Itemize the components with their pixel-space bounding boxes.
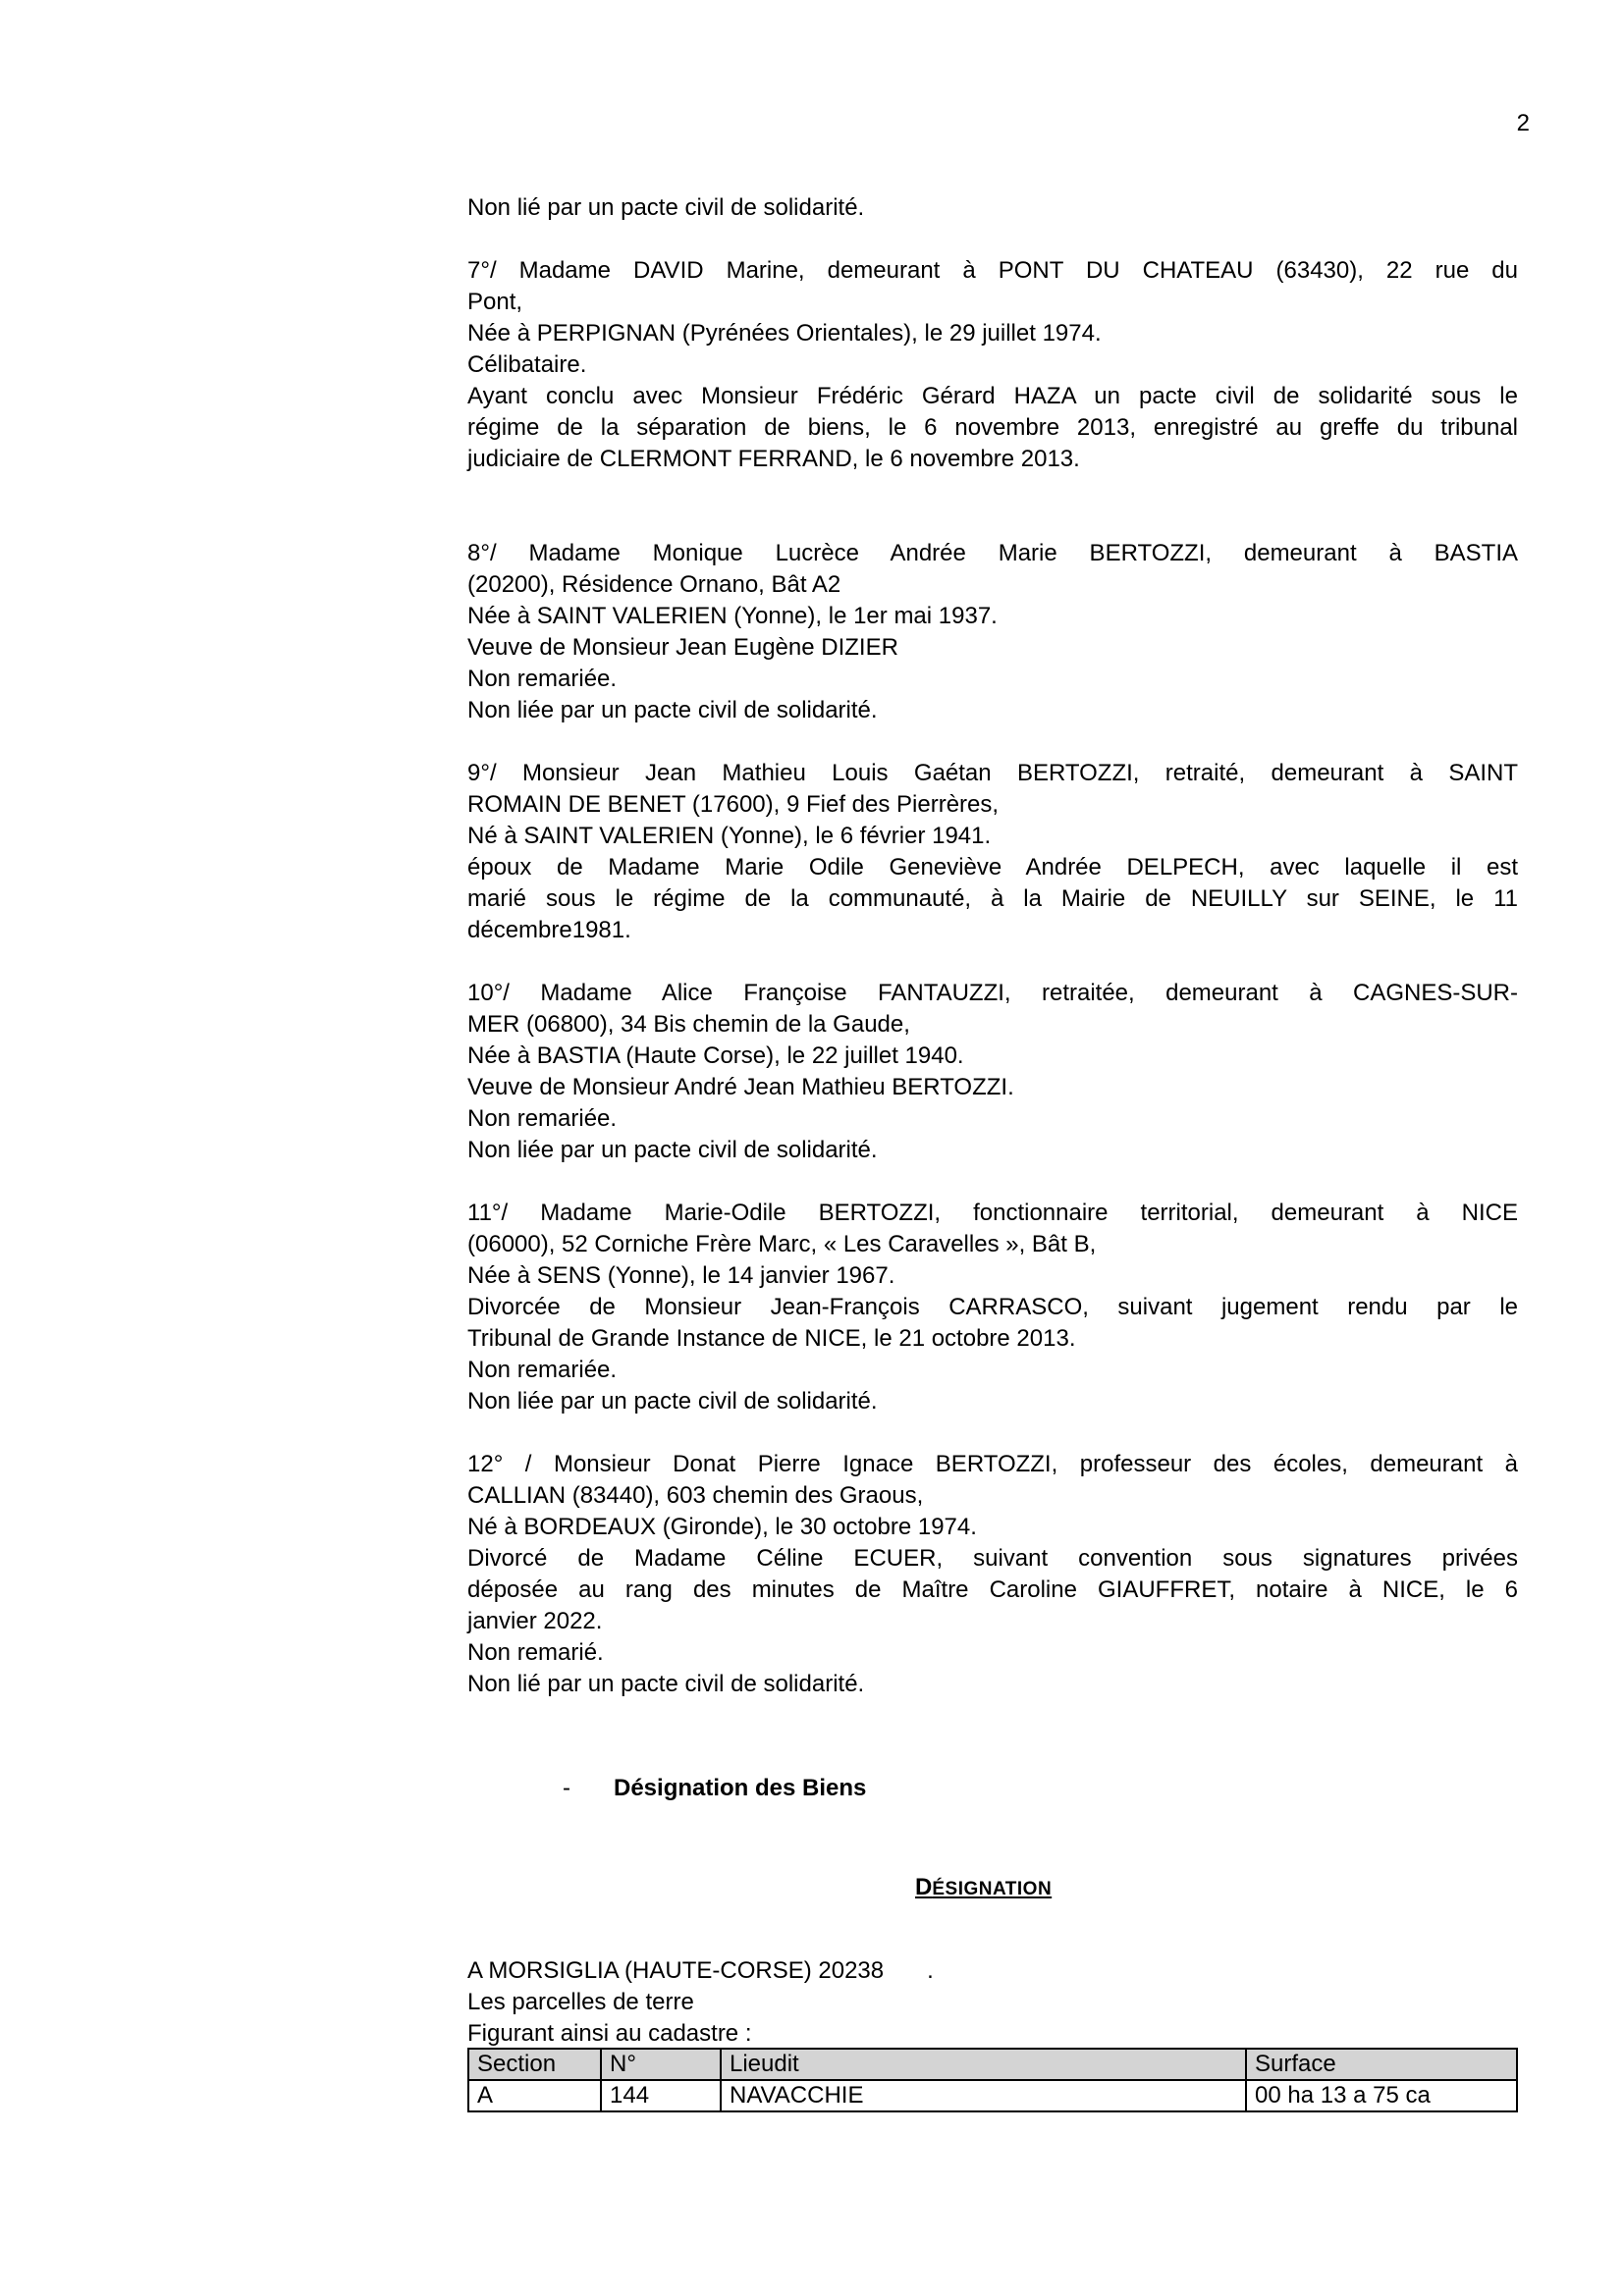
party-12 <box>467 1449 1518 1700</box>
designation-title-initial: D <box>915 1874 933 1900</box>
cell-number: 144 <box>601 2080 721 2111</box>
location-parcels: Les parcelles de terre <box>467 1989 694 2015</box>
cell-surface: 00 ha 13 a 75 ca <box>1246 2080 1517 2111</box>
cadastre-header-row <box>468 2049 1517 2080</box>
spacer <box>467 946 1518 978</box>
text-line: 7°/ Madame DAVID Marine, demeurant à PONT DU CHATEAU (63430), 22 rue du <box>467 257 1518 284</box>
text-line: Non liée par un pacte civil de solidarité. <box>467 1137 878 1163</box>
text-line: 10°/ Madame Alice Françoise FANTAUZZI, retraitée, demeurant à CAGNES-SUR- <box>467 980 1518 1006</box>
text-line: (06000), 52 Corniche Frère Marc, « Les Caravelles », Bât B, <box>467 1231 1097 1257</box>
text-line: Non remariée. <box>467 666 618 692</box>
text-line: régime de la séparation de biens, le 6 novembre 2013, enregistré au greffe du tribunal <box>467 414 1518 441</box>
cell-section: A <box>468 2080 601 2111</box>
text-line: Né à SAINT VALERIEN (Yonne), le 6 février 1941. <box>467 823 992 849</box>
spacer <box>467 1166 1518 1198</box>
location-commune: A MORSIGLIA (HAUTE-CORSE) 20238 <box>467 1957 885 1984</box>
party-8 <box>467 538 1518 726</box>
text-line: Divorcé de Madame Céline ECUER, suivant convention sous signatures privées <box>467 1545 1518 1572</box>
text-line: Veuve de Monsieur André Jean Mathieu BERTOZZI. <box>467 1074 1014 1100</box>
header-surface: Surface <box>1246 2049 1517 2080</box>
header-section: Section <box>468 2049 601 2080</box>
text-line: Non liée par un pacte civil de solidarité. <box>467 697 878 723</box>
section-heading-text: Désignation des Biens <box>614 1775 867 1801</box>
designation-title <box>915 1872 1052 1905</box>
text-line: Non remariée. <box>467 1105 618 1132</box>
cell-lieudit: NAVACCHIE <box>721 2080 1246 2111</box>
location-cadastre-intro: Figurant ainsi au cadastre : <box>467 2020 752 2047</box>
text-line: 12° / Monsieur Donat Pierre Ignace BERTOZZI, professeur des écoles, demeurant à <box>467 1451 1518 1477</box>
list-dash: - <box>563 1775 570 1801</box>
text-line: MER (06800), 34 Bis chemin de la Gaude, <box>467 1011 910 1038</box>
party-7 <box>467 255 1518 475</box>
page-number: 2 <box>1516 110 1530 136</box>
party-9 <box>467 758 1518 946</box>
text-line: CALLIAN (83440), 603 chemin des Graous, <box>467 1482 924 1509</box>
text-line: janvier 2022. <box>467 1608 603 1634</box>
location-dot: . <box>927 1957 934 1984</box>
text-line: décembre1981. <box>467 917 631 943</box>
text-line: judiciaire de CLERMONT FERRAND, le 6 novembre 2013. <box>467 446 1080 472</box>
text-line: Non remarié. <box>467 1639 604 1666</box>
text-line: Pont, <box>467 289 523 315</box>
property-location <box>467 1955 1518 2050</box>
spacer <box>467 726 1518 758</box>
text-line: 9°/ Monsieur Jean Mathieu Louis Gaétan BERTOZZI, retraité, demeurant à SAINT <box>467 760 1518 786</box>
location-line <box>467 1955 1518 1987</box>
table-row <box>468 2080 1517 2111</box>
text-line: Divorcée de Monsieur Jean-François CARRASCO, suivant jugement rendu par le <box>467 1294 1518 1320</box>
text-line: Née à SAINT VALERIEN (Yonne), le 1er mai 1937. <box>467 603 998 629</box>
text-line: (20200), Résidence Ornano, Bât A2 <box>467 571 841 598</box>
party-continuation <box>467 192 1518 224</box>
text-line: marié sous le régime de la communauté, à la Mairie de NEUILLY sur SEINE, le 11 <box>467 885 1518 912</box>
party-10 <box>467 978 1518 1166</box>
text-line: déposée au rang des minutes de Maître Caroline GIAUFFRET, notaire à NICE, le 6 <box>467 1576 1518 1603</box>
text-line: Veuve de Monsieur Jean Eugène DIZIER <box>467 634 898 661</box>
text-line: Tribunal de Grande Instance de NICE, le 21 octobre 2013. <box>467 1325 1076 1352</box>
header-lieudit: Lieudit <box>721 2049 1246 2080</box>
spacer <box>467 224 1518 255</box>
text-line: Non lié par un pacte civil de solidarité. <box>467 194 865 221</box>
designation-title-rest: ÉSIGNATION <box>932 1879 1053 1899</box>
text-line: Non lié par un pacte civil de solidarité. <box>467 1671 865 1697</box>
text-line: Célibataire. <box>467 351 587 378</box>
text-line: Née à BASTIA (Haute Corse), le 22 juillet 1940. <box>467 1042 964 1069</box>
party-11 <box>467 1198 1518 1417</box>
text-line: Né à BORDEAUX (Gironde), le 30 octobre 1974. <box>467 1514 977 1540</box>
spacer <box>467 1417 1518 1449</box>
text-line: 8°/ Madame Monique Lucrèce Andrée Marie BERTOZZI, demeurant à BASTIA <box>467 540 1518 566</box>
text-line: 11°/ Madame Marie-Odile BERTOZZI, fonctionnaire territorial, demeurant à NICE <box>467 1200 1518 1226</box>
header-number: N° <box>601 2049 721 2080</box>
parties-list <box>467 192 1518 1700</box>
text-line: ROMAIN DE BENET (17600), 9 Fief des Pierrères, <box>467 791 1000 818</box>
cadastre-table <box>467 2048 1518 2112</box>
text-line: Non remariée. <box>467 1357 618 1383</box>
text-line: Ayant conclu avec Monsieur Frédéric Gérard HAZA un pacte civil de solidarité sous le <box>467 383 1518 409</box>
text-line: Née à SENS (Yonne), le 14 janvier 1967. <box>467 1262 895 1289</box>
spacer <box>467 475 1518 538</box>
text-line: Non liée par un pacte civil de solidarité. <box>467 1388 878 1415</box>
text-line: époux de Madame Marie Odile Geneviève Andrée DELPECH, avec laquelle il est <box>467 854 1518 881</box>
text-line: Née à PERPIGNAN (Pyrénées Orientales), le 29 juillet 1974. <box>467 320 1102 347</box>
